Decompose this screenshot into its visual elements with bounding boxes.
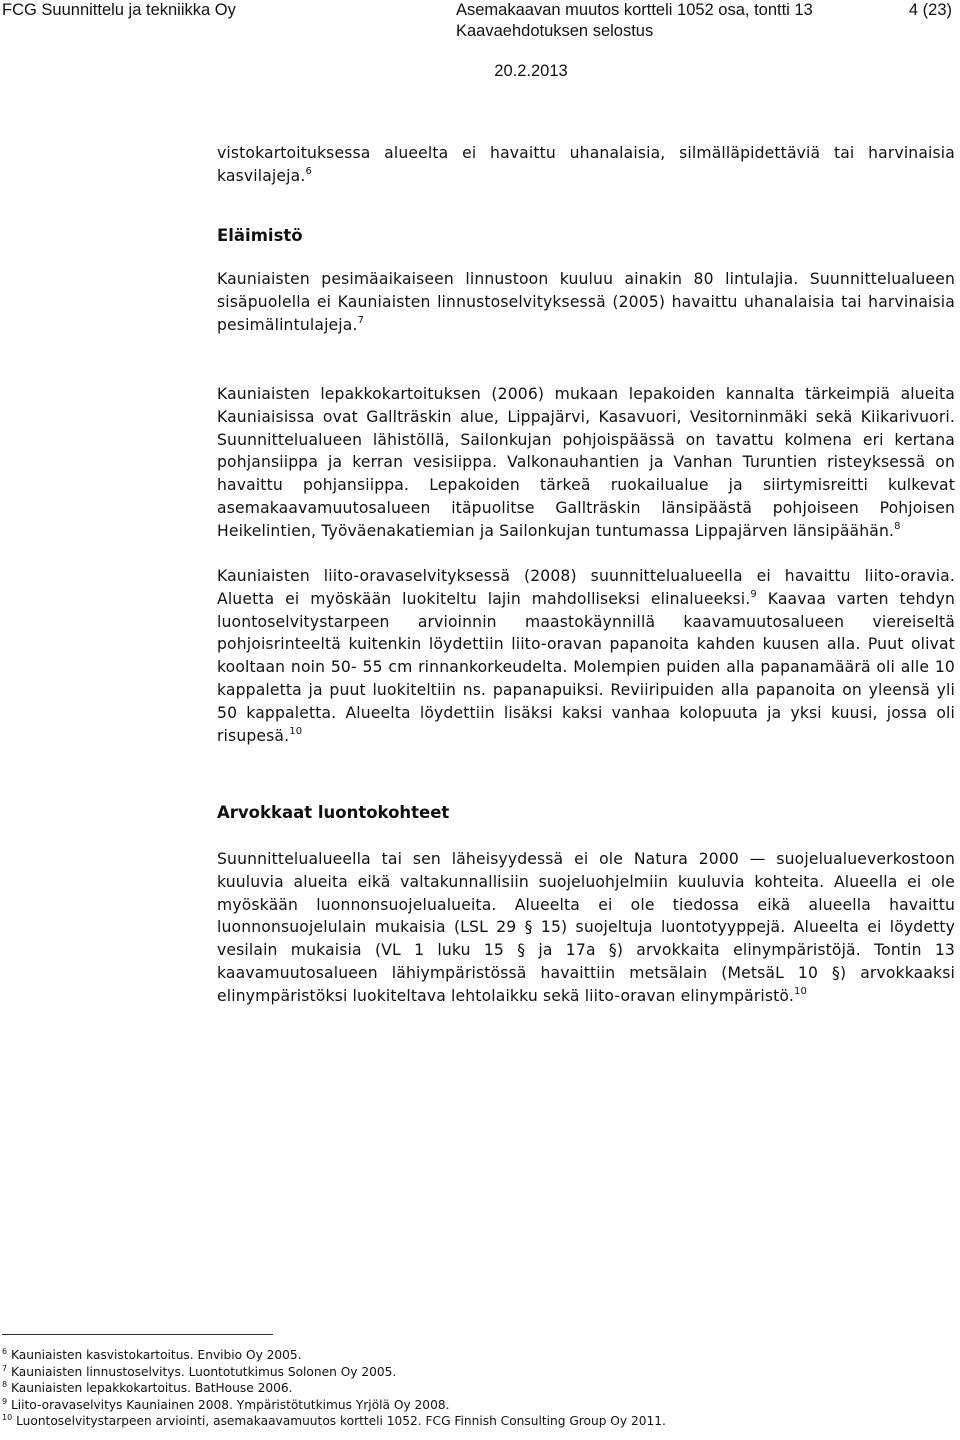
footnote-ref[interactable]: 7 — [357, 314, 365, 326]
footnote-number: 10 — [2, 1413, 13, 1423]
footnote-divider — [2, 1334, 273, 1335]
footnote-number: 8 — [2, 1380, 8, 1390]
paragraph-text: Kauniaisten lepakkokartoituksen (2006) mukaan lepakoiden kannalta tärkeimpiä alueita Kauniaisissa ovat Gallträskin alue, Lippajärvi, Kasavuori, Vesitorninmäki sekä Kiikarivuori. Suunnittelualueen lähistöllä, Sailonkujan pohjoispäässä on tavattu kolmena eri kertana pohjansiippa ja kerran vesisiippa. Valkonauhantien ja Vanhan Turuntien risteyksessä on havaittu pohjansiippa. Lepakoiden tärkeä ruokailualue ja siirtymisreitti kulkevat asemakaavamuutosalueen itäpuolitse Gallträskin länsipäästä pohjoiseen Pohjoisen Heikelintien, Työväenakatiemian ja Sailonkujan tuntumassa Lippajärven länsipäähän. — [217, 385, 955, 540]
paragraph-text: Suunnittelualueella tai sen läheisyydessä ei ole Natura 2000 — suojelualueverkostoon kuuluvia alueita eikä valtakunnallisiin suojeluohjelmiin kuuluvia kohteita. Alueella ei ole myöskään luonnonsuojelualueita. Alueelta ei ole tiedossa eikä alueella havaittu luonnonsuojelulain mukaisia (LSL 29 § 15) suojeltuja luontotyyppejä. Alueelta ei löydetty vesilain mukaisia (VL 1 luku 15 § ja 17a §) arvokkaita elinympäristöjä. Tontin 13 kaavamuutosalueen lähiympäristössä havaittiin metsälain (MetsäL 10 §) arvokkaaksi elinympäristöksi luokiteltava lehtolaikku sekä liito-oravan elinympäristö. — [217, 850, 955, 1005]
footnote — [2, 1347, 952, 1364]
paragraph-valuable-sites — [217, 848, 955, 1008]
project-title: Asemakaavan muutos kortteli 1052 osa, tontti 13 — [456, 1, 813, 19]
footnote-ref[interactable]: 9 — [750, 588, 757, 600]
paragraph-flora-end — [217, 142, 955, 188]
footnote-text: Liito-oravaselvitys Kauniainen 2008. Ympäristötutkimus Yrjölä Oy 2008. — [10, 1397, 450, 1412]
footnote-ref[interactable]: 10 — [793, 985, 807, 997]
footnote-number: 6 — [2, 1347, 8, 1356]
footnote — [2, 1364, 952, 1381]
footnote-text: Kauniaisten linnustoselvitys. Luontotutkimus Solonen Oy 2005. — [10, 1364, 397, 1379]
paragraph-birds — [217, 268, 955, 336]
footnote-ref[interactable]: 6 — [305, 165, 312, 177]
footnote-text: Kauniaisten kasvistokartoitus. Envibio Oy 2005. — [10, 1348, 302, 1362]
paragraph-flying-squirrel — [217, 565, 955, 747]
paragraph-text: Kauniaisten liito-oravaselvityksessä (2008) suunnittelualueella ei havaittu liito-oravia. Aluetta ei myöskään luokiteltu lajin mahdolliseksi elinalueeksi. — [217, 567, 955, 608]
paragraph-text: Kaavaa varten tehdyn luontoselvitystarpeen arvioinnin maastokäynnillä kaavamuutosalueen viereiseltä pohjoisrinteeltä kuitenkin löydettiin liito-oravan papanoita kahden kuusen alla. Puut olivat kooltaan noin 50- 55 cm rinnankorkeudelta. Molempien puiden alla papanamäärä oli alle 10 kappaletta ja puut luokiteltiin ns. papanapuiksi. Reviiripuiden alla papanoita on yleensä yli 50 kappaletta. Alueelta löydettiin lisäksi kaksi vanhaa kolopuuta ja yksi kuusi, jossa oli risupesä. — [217, 589, 955, 745]
paragraph-text: vistokartoituksessa alueelta ei havaittu uhanalaisia, silmälläpidettäviä tai harvinaisia kasvilajeja. — [217, 144, 955, 185]
paragraph-text: Kauniaisten pesimäaikaiseen linnustoon kuuluu ainakin 80 lintulajia. Suunnittelualueen sisäpuolella ei Kauniaisten linnustoselvityksessä (2005) havaittu uhanalaisia tai harvinaisia pesimälintulajeja. — [217, 270, 955, 334]
footnote-text: Luontoselvitystarpeen arviointi, asemakaavamuutos kortteli 1052. FCG Finnish Consulting Group Oy 2011. — [16, 1414, 666, 1429]
company-name: FCG Suunnittelu ja tekniikka Oy — [2, 1, 236, 19]
document-date: 20.2.2013 — [494, 62, 568, 80]
footnote-number: 9 — [2, 1396, 8, 1406]
section-heading-fauna: Eläimistö — [217, 226, 303, 245]
paragraph-bats — [217, 383, 955, 543]
page-header — [0, 0, 960, 80]
footnote — [2, 1380, 952, 1397]
document-type: Kaavaehdotuksen selostus — [456, 22, 654, 40]
footnote-ref[interactable]: 8 — [894, 520, 901, 532]
footnote-ref[interactable]: 10 — [289, 725, 303, 737]
footnote — [2, 1397, 952, 1414]
page-number: 4 (23) — [908, 1, 952, 19]
footnotes — [2, 1347, 952, 1430]
section-heading-valuable-sites: Arvokkaat luontokohteet — [217, 803, 450, 822]
footnote-text: Kauniaisten lepakkokartoitus. BatHouse 2006. — [10, 1381, 293, 1396]
footnote-number: 7 — [2, 1363, 8, 1373]
footnote — [2, 1413, 952, 1430]
